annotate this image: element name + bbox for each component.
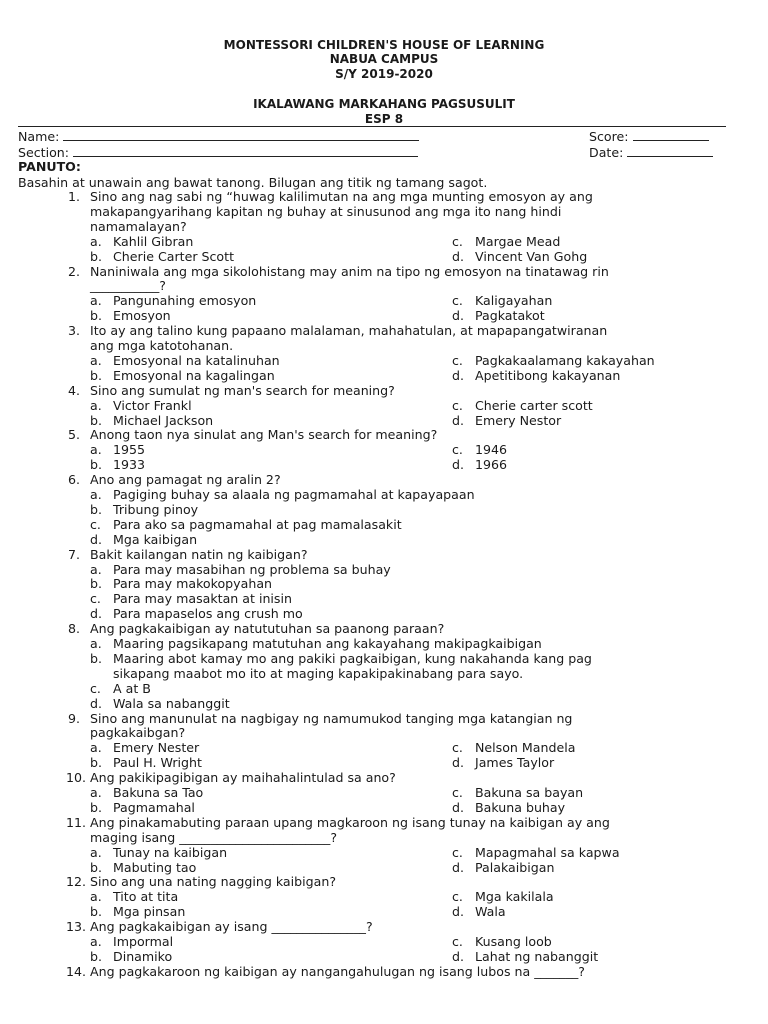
choice-text: Bakuna buhay	[475, 799, 566, 815]
school-year: S/Y 2019-2020	[335, 67, 433, 81]
choice-letter: b.	[90, 650, 102, 666]
question-text: Ano ang pamagat ng aralin 2?	[90, 472, 281, 488]
choice-text: Pangunahing emosyon	[113, 293, 257, 309]
question-text: Sino ang sumulat ng man's search for meaning?	[90, 382, 395, 398]
choice-letter: c.	[452, 740, 463, 756]
choice-text: Cherie carter scott	[475, 397, 593, 413]
choice-letter: c.	[90, 680, 101, 696]
choice-text: Maaring pagsikapang matutuhan ang kakayahang makipagkaibigan	[113, 636, 542, 651]
choice-letter: c.	[90, 591, 101, 607]
question-text: Ang pakikipagibigan ay maihahalintulad sa ano?	[90, 770, 396, 786]
name-field[interactable]	[18, 129, 419, 144]
choice-text: Para ako sa pagmamahal at pag mamalasakit	[113, 516, 402, 532]
choice-text: Cherie Carter Scott	[113, 248, 235, 264]
choice-letter: d.	[452, 904, 464, 920]
question-text: Ang pinakamabuting paraan upang magkaroon ng isang tunay na kaibigan ay ang	[90, 814, 610, 830]
choice-letter: d.	[452, 457, 464, 473]
choice-letter: b.	[90, 904, 102, 920]
choice-letter: d.	[452, 367, 464, 383]
choice-text: 1946	[475, 442, 508, 458]
choice-letter: b.	[90, 755, 102, 771]
choice-letter: c.	[452, 293, 463, 309]
choice-text: Impormal	[113, 934, 174, 949]
question-number: 4.	[68, 382, 81, 398]
choice-text: James Taylor	[475, 755, 555, 771]
subject-title: ESP 8	[364, 112, 404, 126]
choice-letter: a.	[90, 785, 102, 800]
name-blank[interactable]	[63, 129, 419, 141]
choice-letter: c.	[452, 889, 463, 905]
question-text: Sino ang manunulat na nagbigay ng namumukod tanging mga katangian ng	[90, 710, 573, 726]
choice-text: Vincent Van Gohg	[475, 248, 588, 264]
question-text: ___________?	[90, 278, 166, 294]
choice-text: Dinamiko	[113, 948, 173, 964]
choice-letter: a.	[90, 889, 102, 905]
question-number: 8.	[68, 621, 81, 637]
question-text: ang mga katotohanan.	[90, 338, 234, 353]
choice-text: Emosyon	[113, 308, 171, 324]
choice-letter: a.	[90, 352, 102, 368]
date-field[interactable]	[589, 145, 713, 160]
choice-letter: a.	[90, 487, 102, 502]
question-text: Sino ang una nating nagging kaibigan?	[90, 874, 337, 890]
question-text: Sino ang nag sabi ng “huwag kalilimutan na ang mga munting emosyon ay ang	[90, 189, 593, 204]
school-name: MONTESSORI CHILDREN'S HOUSE OF LEARNING	[223, 38, 545, 52]
question-text: Anong taon nya sinulat ang Man's search for meaning?	[90, 427, 438, 443]
choice-letter: b.	[90, 367, 102, 383]
choice-text: Mga pinsan	[113, 904, 186, 920]
choice-letter: c.	[452, 352, 463, 368]
question-number: 9.	[68, 710, 81, 726]
question-number: 5.	[68, 427, 81, 443]
choice-letter: a.	[90, 233, 102, 249]
name-label: Name:	[18, 129, 60, 144]
choice-text: Wala	[475, 904, 506, 920]
question-number: 13.	[66, 919, 87, 935]
choice-letter: c.	[452, 442, 463, 458]
choice-text: Palakaibigan	[475, 859, 555, 875]
choice-text: Maaring abot kamay mo ang pakiki pagkaibigan, kung nakahanda kang pag	[113, 650, 592, 666]
choice-letter: b.	[90, 308, 102, 324]
choice-text: 1966	[475, 457, 508, 473]
choice-text: A at B	[113, 680, 151, 696]
choice-letter: a.	[90, 636, 102, 651]
choice-letter: c.	[452, 233, 463, 249]
question-text: Ang pagkakaibigan ay natututuhan sa paanong paraan?	[90, 621, 445, 637]
question-text: pagkakaibgan?	[90, 725, 186, 741]
choice-letter: a.	[90, 844, 102, 860]
choice-letter: a.	[90, 397, 102, 413]
choice-letter: a.	[90, 442, 102, 458]
choice-text: Tito at tita	[113, 889, 179, 905]
choice-letter: a.	[90, 561, 102, 577]
choice-text: Mga kakilala	[475, 889, 554, 905]
choice-letter: a.	[90, 934, 102, 949]
choice-letter: d.	[452, 248, 464, 264]
choice-text: Lahat ng nabanggit	[475, 948, 599, 964]
choice-letter: c.	[452, 934, 463, 949]
choice-text: Bakuna sa bayan	[475, 785, 584, 800]
choice-letter: b.	[90, 501, 102, 517]
choice-letter: d.	[90, 606, 102, 622]
choice-text: Bakuna sa Tao	[113, 785, 204, 800]
choice-letter: d.	[452, 859, 464, 875]
question-text: Ito ay ang talino kung papaano malalaman, mahahatulan, at mapapangatwiranan	[90, 323, 608, 339]
choice-letter: b.	[90, 576, 102, 592]
choice-text: Emosyonal na katalinuhan	[113, 352, 280, 368]
choice-letter: d.	[90, 531, 102, 547]
question-number: 14.	[66, 963, 87, 979]
choice-letter: a.	[90, 740, 102, 756]
choice-letter: d.	[452, 412, 464, 428]
choice-text: Pagiging buhay sa alaala ng pagmamahal at kapayapaan	[113, 487, 475, 502]
header-rule	[18, 126, 726, 127]
choice-text: Wala sa nabanggit	[113, 695, 230, 711]
choice-letter: c.	[452, 397, 463, 413]
choice-letter: b.	[90, 948, 102, 964]
choice-letter: c.	[90, 516, 101, 532]
choice-text: Para may makokopyahan	[113, 576, 273, 592]
choice-letter: d.	[452, 948, 464, 964]
choice-text: Paul H. Wright	[113, 755, 202, 771]
date-label: Date:	[589, 145, 624, 160]
choice-letter: d.	[452, 308, 464, 324]
question-text: Bakit kailangan natin ng kaibigan?	[90, 546, 308, 562]
choice-letter: d.	[452, 755, 464, 771]
choice-letter: a.	[90, 293, 102, 309]
choice-text: Kahlil Gibran	[113, 233, 194, 249]
section-blank[interactable]	[73, 145, 418, 157]
choice-letter: d.	[90, 695, 102, 711]
question-number: 7.	[68, 546, 81, 562]
panuto-text: Basahin at unawain ang bawat tanong. Bilugan ang titik ng tamang sagot.	[18, 175, 488, 190]
choice-text: Victor Frankl	[113, 397, 192, 413]
choice-text: Kusang loob	[475, 934, 552, 949]
choice-letter: b.	[90, 799, 102, 815]
question-text: Ang pagkakaibigan ay isang _______________?	[90, 919, 373, 935]
score-blank[interactable]	[633, 129, 709, 141]
choice-letter: b.	[90, 859, 102, 875]
panuto-label: PANUTO:	[18, 159, 81, 174]
choice-letter: c.	[452, 844, 463, 860]
choice-text: Pagkatakot	[475, 308, 545, 324]
question-number: 10.	[66, 770, 87, 786]
choice-letter: d.	[452, 799, 464, 815]
choice-text: Tunay na kaibigan	[113, 844, 228, 860]
question-number: 12.	[66, 874, 87, 890]
question-number: 6.	[68, 472, 81, 488]
choice-letter: b.	[90, 457, 102, 473]
score-field[interactable]	[589, 129, 709, 144]
question-number: 2.	[68, 263, 81, 279]
choice-text: Apetitibong kakayanan	[475, 367, 621, 383]
exam-title: IKALAWANG MARKAHANG PAGSUSULIT	[253, 97, 515, 111]
choice-text: Margae Mead	[475, 233, 561, 249]
question-text: makapangyarihang kapitan ng buhay at sinusunod ang mga ito nang hindi	[90, 203, 562, 219]
choice-text: Tribung pinoy	[113, 501, 199, 517]
choice-text: Kaligayahan	[475, 293, 553, 309]
choice-text: Para may masaktan at inisin	[113, 591, 292, 607]
question-text: Naniniwala ang mga sikolohistang may anim na tipo ng emosyon na tinatawag rin	[90, 263, 609, 279]
date-blank[interactable]	[627, 145, 713, 157]
question-number: 11.	[66, 814, 87, 830]
choice-letter: b.	[90, 412, 102, 428]
choice-text: sikapang maabot mo ito at maging kapakipakinabang para sayo.	[113, 665, 524, 681]
choice-text: Para may masabihan ng problema sa buhay	[113, 561, 391, 577]
section-label: Section:	[18, 145, 70, 160]
choice-letter: c.	[452, 785, 463, 800]
choice-text: Emery Nester	[113, 740, 200, 756]
choice-text: Mga kaibigan	[113, 531, 198, 547]
choice-text: 1933	[113, 457, 146, 473]
choice-text: Emosyonal na kagalingan	[113, 367, 275, 383]
choice-text: Pagkakaalamang kakayahan	[475, 352, 655, 368]
choice-text: Nelson Mandela	[475, 740, 576, 756]
score-label: Score:	[589, 129, 629, 144]
question-text: Ang pagkakaroon ng kaibigan ay nangangahulugan ng isang lubos na _______?	[90, 963, 585, 979]
question-text: namamalayan?	[90, 218, 187, 234]
question-number: 1.	[68, 189, 81, 204]
choice-text: Mapagmahal sa kapwa	[475, 844, 620, 860]
section-field[interactable]	[18, 145, 418, 160]
choice-text: 1955	[113, 442, 146, 458]
campus-name: NABUA CAMPUS	[329, 52, 439, 66]
choice-text: Pagmamahal	[113, 799, 195, 815]
choice-text: Para mapaselos ang crush mo	[113, 606, 303, 622]
choice-letter: b.	[90, 248, 102, 264]
question-text: maging isang ________________________?	[90, 829, 338, 845]
question-number: 3.	[68, 323, 81, 339]
choice-text: Mabuting tao	[113, 859, 197, 875]
choice-text: Emery Nestor	[475, 412, 562, 428]
choice-text: Michael Jackson	[113, 412, 214, 428]
